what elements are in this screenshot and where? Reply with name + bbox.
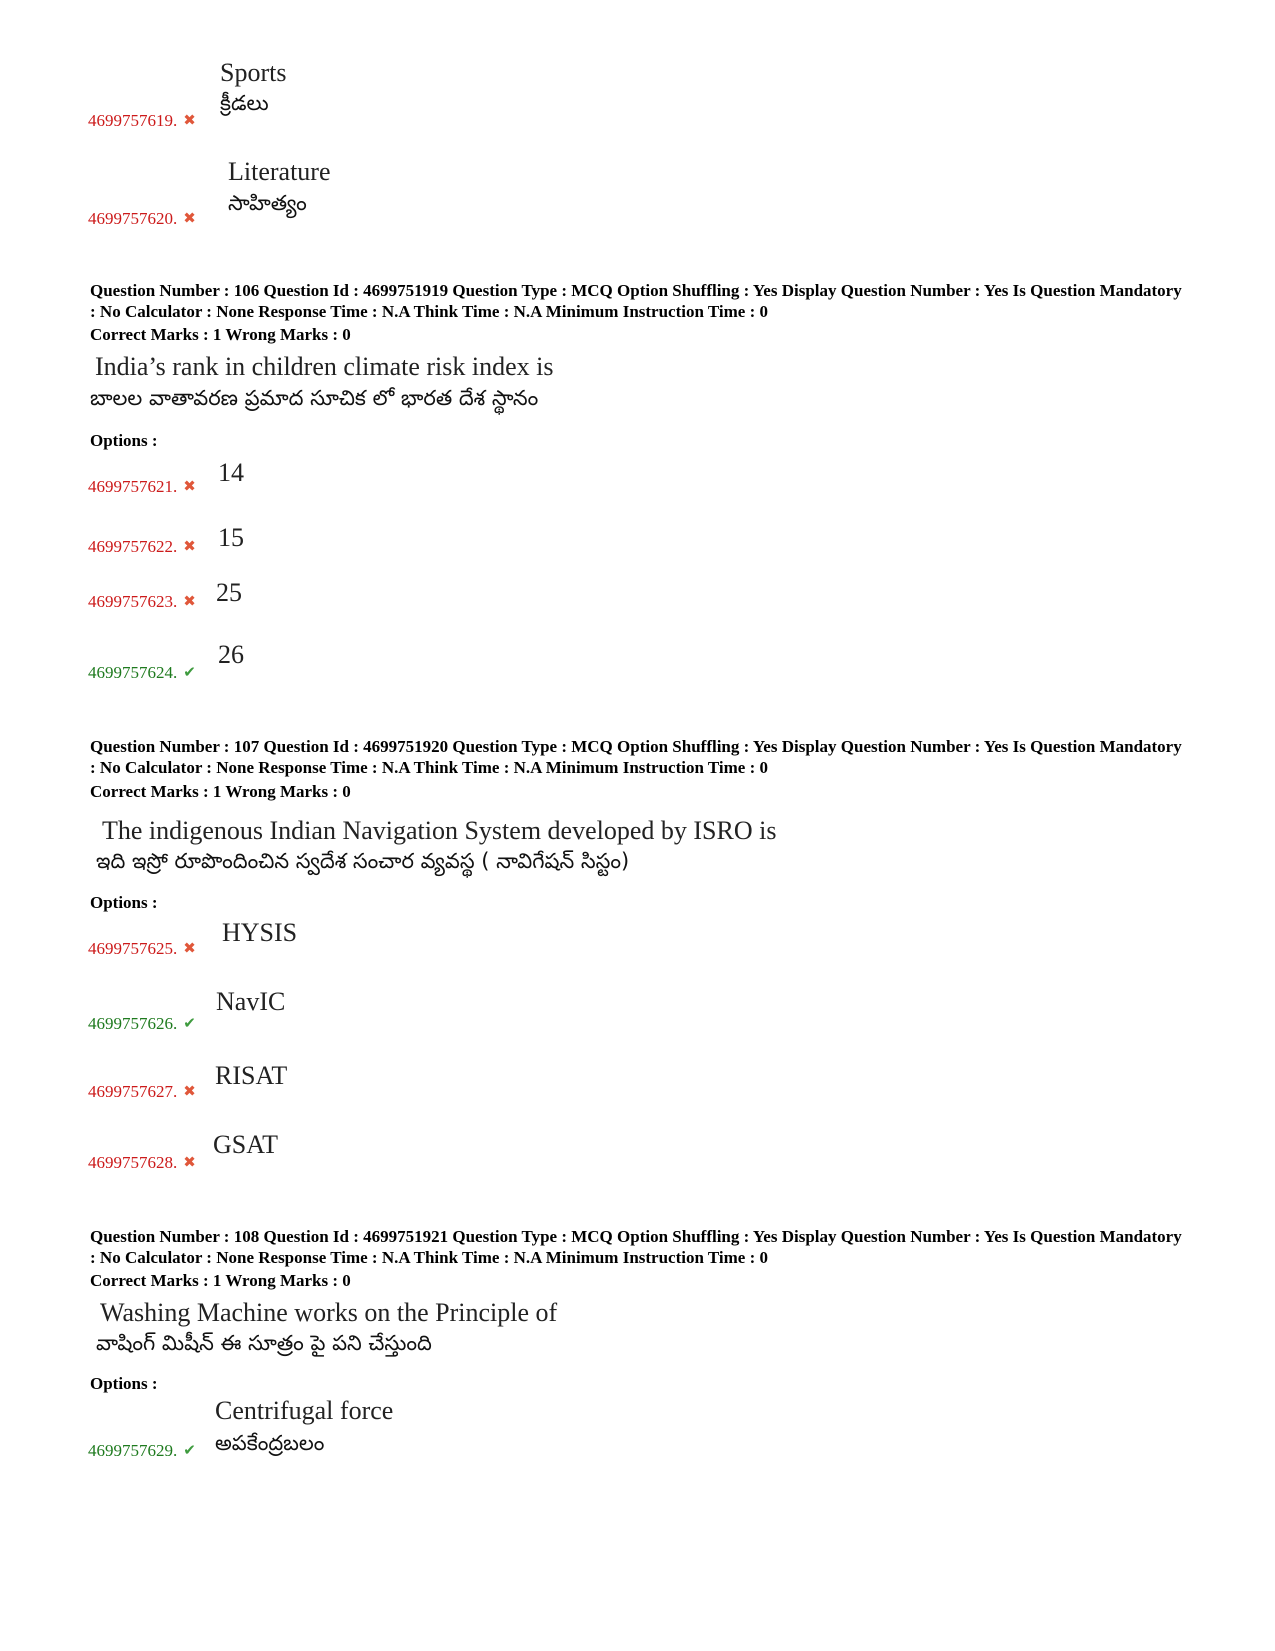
question-text-te: ఇది ఇస్రో రూపొందించిన స్వదేశ సంచార వ్యవస్థ ( నావిగేషన్ సిస్టం): [96, 849, 630, 873]
option-id: [88, 208, 196, 229]
option-id: [88, 476, 196, 497]
cross-icon: ✖: [183, 1153, 196, 1171]
option-text-en: Centrifugal force: [215, 1396, 394, 1425]
question-meta: Question Number : 108 Question Id : 4699751921 Question Type : MCQ Option Shuffling : Yes Display Question Number : Yes Is Question Mandatory : No Calculator : None Response Time : N.A Think Time : N.A Minimum Instruction Time : 0: [90, 1227, 1182, 1267]
option-id-text: 4699757619.: [88, 111, 178, 130]
option-text-te: క్రీడలు: [220, 91, 269, 115]
question-text-en: India’s rank in children climate risk index is: [95, 352, 554, 381]
option-id: [88, 1013, 196, 1034]
options-label: Options :: [90, 893, 158, 912]
option-text-en: Literature: [228, 157, 331, 186]
question-marks: Correct Marks : 1 Wrong Marks : 0: [90, 782, 351, 801]
option-text-en: HYSIS: [222, 918, 298, 947]
option-id-text: 4699757620.: [88, 209, 178, 228]
option-text-te: అపకేంద్రబలం: [215, 1431, 325, 1455]
check-icon: ✔: [183, 1441, 196, 1459]
option-id: [88, 591, 196, 612]
cross-icon: ✖: [183, 111, 196, 129]
option-id-text: 4699757623.: [88, 592, 178, 611]
option-id-text: 4699757621.: [88, 477, 178, 496]
cross-icon: ✖: [183, 209, 196, 227]
options-label: Options :: [90, 431, 158, 450]
option-text-en: Sports: [220, 58, 287, 87]
cross-icon: ✖: [183, 939, 196, 957]
option-id: [88, 1440, 196, 1461]
cross-icon: ✖: [183, 477, 196, 495]
option-id-text: 4699757628.: [88, 1153, 178, 1172]
cross-icon: ✖: [183, 537, 196, 555]
option-id-text: 4699757629.: [88, 1441, 178, 1460]
option-id-text: 4699757624.: [88, 663, 178, 682]
question-text-en: The indigenous Indian Navigation System developed by ISRO is: [102, 816, 777, 845]
option-text-en: 15: [218, 523, 244, 552]
option-id: [88, 1152, 196, 1173]
option-id-text: 4699757622.: [88, 537, 178, 556]
option-id: [88, 662, 196, 683]
question-text-te: వాషింగ్ మిషీన్ ఈ సూత్రం పై పని చేస్తుంది: [96, 1331, 432, 1355]
question-marks: Correct Marks : 1 Wrong Marks : 0: [90, 1271, 351, 1290]
option-id: [88, 536, 196, 557]
option-id-text: 4699757627.: [88, 1082, 178, 1101]
question-meta: Question Number : 106 Question Id : 4699751919 Question Type : MCQ Option Shuffling : Yes Display Question Number : Yes Is Question Mandatory : No Calculator : None Response Time : N.A Think Time : N.A Minimum Instruction Time : 0: [90, 281, 1182, 321]
question-marks: Correct Marks : 1 Wrong Marks : 0: [90, 325, 351, 344]
check-icon: ✔: [183, 1014, 196, 1032]
option-id-text: 4699757625.: [88, 939, 178, 958]
option-text-en: RISAT: [215, 1061, 288, 1090]
option-id: [88, 938, 196, 959]
option-text-te: సాహిత్యం: [228, 191, 307, 215]
option-text-en: 26: [218, 640, 244, 669]
cross-icon: ✖: [183, 592, 196, 610]
option-text-en: 14: [218, 458, 244, 487]
option-id-text: 4699757626.: [88, 1014, 178, 1033]
option-id: [88, 1081, 196, 1102]
options-label: Options :: [90, 1374, 158, 1393]
option-text-en: NavIC: [216, 987, 286, 1016]
option-text-en: 25: [216, 578, 242, 607]
check-icon: ✔: [183, 663, 196, 681]
question-text-te: బాలల వాతావరణ ప్రమాద సూచిక లో భారత దేశ స్థానం: [90, 386, 539, 410]
option-text-en: GSAT: [213, 1130, 279, 1159]
question-text-en: Washing Machine works on the Principle of: [100, 1298, 558, 1327]
option-id: [88, 110, 196, 131]
question-meta: Question Number : 107 Question Id : 4699751920 Question Type : MCQ Option Shuffling : Yes Display Question Number : Yes Is Question Mandatory : No Calculator : None Response Time : N.A Think Time : N.A Minimum Instruction Time : 0: [90, 737, 1182, 777]
cross-icon: ✖: [183, 1082, 196, 1100]
